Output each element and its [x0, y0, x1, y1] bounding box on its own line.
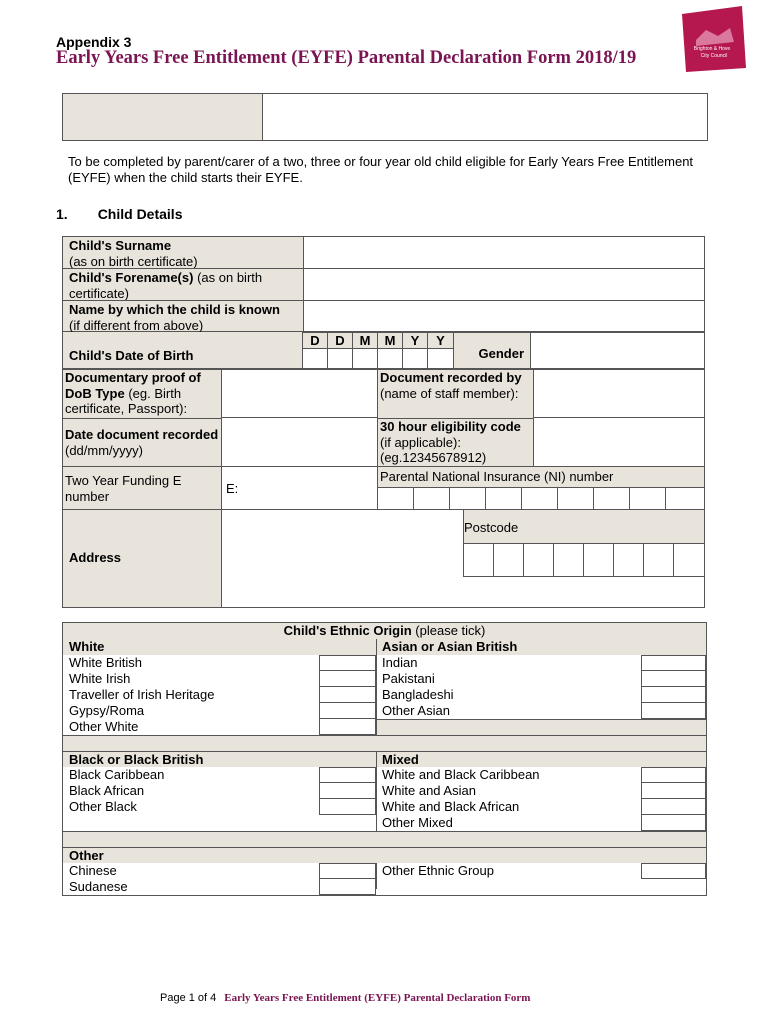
mixed-item: White and Black African — [382, 799, 520, 814]
mixed-item: White and Asian — [382, 783, 476, 798]
known-name-label-cell: Name by which the child is known (if different from above) — [63, 300, 303, 331]
asian-item: Indian — [382, 655, 418, 670]
spacer-row — [63, 735, 706, 751]
surname-input[interactable] — [303, 237, 704, 268]
tick-box[interactable] — [641, 814, 706, 831]
two-year-label-cell: Two Year Funding E number — [63, 467, 221, 509]
white-item: Gypsy/Roma — [69, 703, 145, 718]
reference-input[interactable] — [264, 94, 707, 140]
mixed-item: White and Black Caribbean — [382, 767, 540, 782]
tick-box[interactable] — [319, 863, 376, 879]
asian-heading: Asian or Asian British — [376, 639, 706, 655]
white-item: Other White — [69, 719, 139, 734]
other-right-item: Other Ethnic Group — [382, 863, 494, 878]
address-block — [62, 509, 705, 608]
council-logo — [676, 6, 746, 72]
forename-label-cell: Child's Forename(s) (as on birth certificate) — [63, 268, 303, 300]
page-number: Page 1 of 4 — [160, 992, 217, 1004]
ethnic-origin-table — [62, 622, 707, 896]
asian-item: Bangladeshi — [382, 687, 454, 702]
dob-input-year1[interactable] — [402, 348, 428, 369]
tick-box[interactable] — [319, 686, 376, 703]
proof-label-cell: Documentary proof of DoB Type (eg. Birth certificate, Passport): — [63, 370, 221, 418]
tick-box[interactable] — [641, 702, 706, 719]
dob-input-month2[interactable] — [377, 348, 403, 369]
logo-line2: City Council — [700, 53, 728, 59]
ni-box[interactable] — [450, 488, 486, 509]
ni-box[interactable] — [414, 488, 450, 509]
tick-box[interactable] — [319, 655, 376, 671]
appendix-label: Appendix 3 — [56, 34, 132, 50]
dob-box-label: D — [327, 332, 353, 349]
black-item: Black African — [69, 783, 145, 798]
forename-input[interactable] — [303, 268, 704, 300]
ni-box[interactable] — [558, 488, 594, 509]
logo-icon — [676, 6, 746, 72]
postcode-boxes — [463, 543, 704, 577]
ni-box[interactable] — [666, 488, 705, 509]
ni-box[interactable] — [486, 488, 522, 509]
blank-cell — [376, 719, 706, 735]
gender-label-cell: Gender — [453, 332, 531, 369]
ni-box[interactable] — [378, 488, 414, 509]
postcode-label-cell: Postcode — [463, 510, 704, 543]
reference-box — [62, 93, 708, 141]
dob-input-day2[interactable] — [327, 348, 353, 369]
dob-input-day1[interactable] — [302, 348, 328, 369]
white-heading: White — [63, 639, 376, 655]
gender-input[interactable] — [530, 332, 705, 369]
spacer-row — [63, 831, 706, 847]
address-label-cell: Address — [63, 510, 221, 607]
footer-title: Early Years Free Entitlement (EYFE) Parental Declaration Form — [224, 992, 531, 1004]
tick-box[interactable] — [319, 718, 376, 735]
tick-box[interactable] — [641, 767, 706, 783]
ethnic-row — [63, 863, 706, 895]
asian-item: Other Asian — [382, 703, 450, 718]
dob-box-label: D — [302, 332, 328, 349]
postcode-box[interactable] — [554, 544, 584, 576]
tick-box[interactable] — [641, 670, 706, 687]
dob-boxes — [302, 332, 454, 369]
ethnic-row — [63, 767, 706, 831]
intro-text: To be completed by parent/carer of a two, three or four year old child eligible for Early Years Free Entitlement (EYFE) when the child starts their EYFE. — [68, 154, 694, 185]
ni-boxes — [377, 488, 704, 509]
postcode-box[interactable] — [494, 544, 524, 576]
tick-box[interactable] — [319, 782, 376, 799]
mixed-heading: Mixed — [377, 751, 706, 767]
postcode-box[interactable] — [524, 544, 554, 576]
white-item: White British — [69, 655, 142, 670]
tick-box[interactable] — [641, 863, 706, 879]
reference-label-cell — [63, 94, 263, 140]
black-heading: Black or Black British — [63, 751, 376, 767]
date-doc-input[interactable] — [221, 418, 377, 466]
ni-box[interactable] — [630, 488, 666, 509]
funding-block — [62, 466, 705, 510]
postcode-box[interactable] — [644, 544, 674, 576]
dob-box-label: Y — [427, 332, 454, 349]
section-heading: 1. Child Details — [56, 206, 183, 222]
ni-box[interactable] — [594, 488, 630, 509]
dob-box-label: M — [352, 332, 378, 349]
known-name-input[interactable] — [303, 300, 704, 331]
tick-box[interactable] — [319, 670, 376, 687]
mixed-item: Other Mixed — [382, 815, 453, 830]
recorded-by-label-cell: Document recorded by (name of staff member): — [377, 370, 533, 418]
postcode-box[interactable] — [584, 544, 614, 576]
date-doc-label-cell: Date document recorded (dd/mm/yyyy) — [63, 418, 221, 466]
tick-box[interactable] — [641, 686, 706, 703]
page-title: Early Years Free Entitlement (EYFE) Parental Declaration Form 2018/19 — [56, 48, 637, 68]
child-details-names — [62, 236, 705, 332]
postcode-box[interactable] — [614, 544, 644, 576]
code-input[interactable] — [533, 418, 704, 466]
dob-input-year2[interactable] — [427, 348, 454, 369]
tick-box[interactable] — [319, 798, 376, 815]
ni-box[interactable] — [522, 488, 558, 509]
tick-box[interactable] — [319, 702, 376, 719]
black-item: Black Caribbean — [69, 767, 165, 782]
postcode-box[interactable] — [674, 544, 705, 576]
ni-label-cell: Parental National Insurance (NI) number — [377, 467, 704, 488]
proof-block — [62, 369, 705, 467]
tick-box[interactable] — [319, 878, 376, 895]
postcode-box[interactable] — [464, 544, 494, 576]
code-label-cell: 30 hour eligibility code (if applicable): (eg.12345678912) — [377, 418, 533, 466]
dob-input-month1[interactable] — [352, 348, 378, 369]
black-item: Other Black — [69, 799, 137, 814]
dob-box-label: Y — [402, 332, 428, 349]
page-footer — [160, 992, 530, 1004]
white-item: White Irish — [69, 671, 131, 686]
tick-box[interactable] — [641, 782, 706, 799]
other-item: Chinese — [69, 863, 117, 878]
tick-box[interactable] — [319, 767, 376, 783]
logo-line1: Brighton & Hove — [693, 46, 731, 52]
tick-box[interactable] — [641, 655, 706, 671]
proof-input[interactable] — [221, 370, 377, 418]
address-input[interactable] — [221, 510, 463, 607]
e-number-input[interactable]: E: — [221, 467, 377, 509]
ethnic-title: Child's Ethnic Origin (please tick) — [63, 623, 706, 639]
asian-item: Pakistani — [382, 671, 435, 686]
other-heading: Other — [63, 847, 706, 863]
white-item: Traveller of Irish Heritage — [69, 687, 215, 702]
surname-label-cell: Child's Surname (as on birth certificate) — [63, 237, 303, 268]
dob-box-label: M — [377, 332, 403, 349]
recorded-by-input[interactable] — [533, 370, 704, 418]
other-item: Sudanese — [69, 879, 128, 894]
dob-label-cell: Child's Date of Birth — [62, 332, 303, 369]
tick-box[interactable] — [641, 798, 706, 815]
